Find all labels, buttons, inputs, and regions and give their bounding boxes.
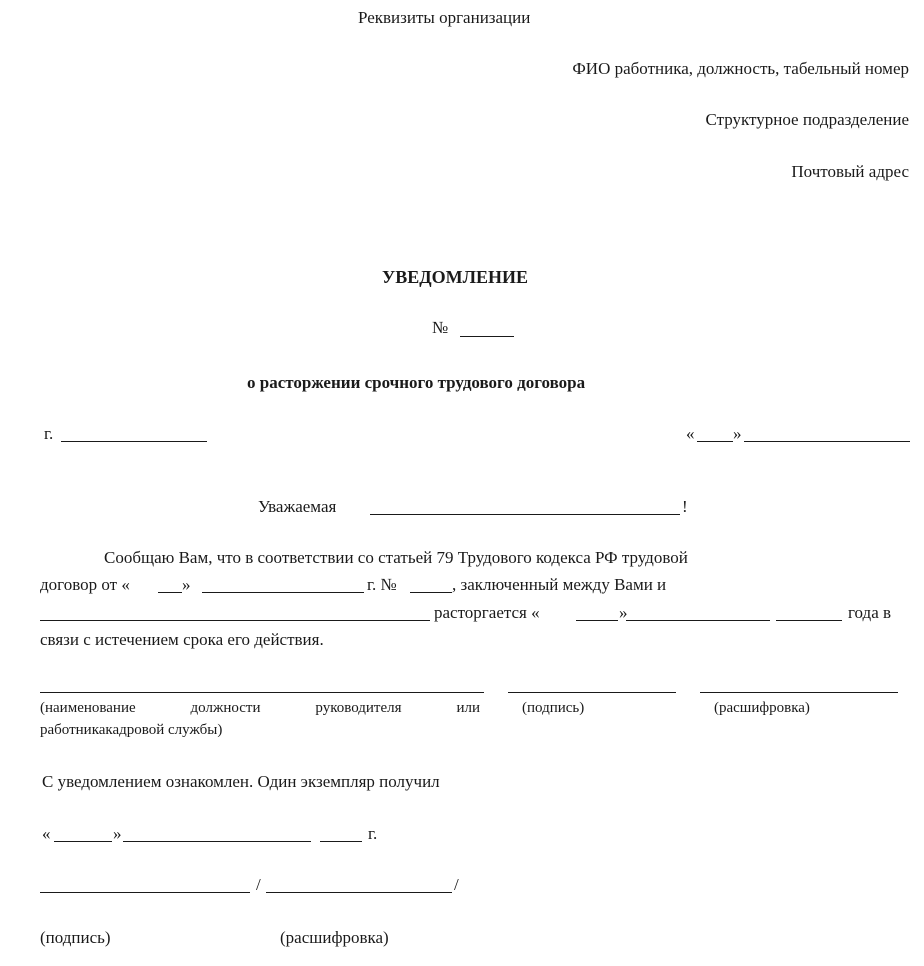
position-caption-word: (наименование [40,700,136,716]
number-label: № [432,318,449,337]
ack-transcript-line [266,892,452,893]
acknowledgement-text: С уведомлением ознакомлен. Один экземпляр получил [42,772,440,791]
contract-date-close: » [182,575,191,594]
contract-day-blank [158,592,182,593]
termination-day-blank [576,620,618,621]
concluded-between-text: , заключенный между Вами и [452,575,667,594]
position-caption-word: руководителя [315,700,402,716]
org-details-label: Реквизиты организации [358,8,531,27]
ack-signature-line [40,892,250,893]
date-open-quote: « [686,424,695,443]
city-blank [61,441,207,442]
employee-details-label: ФИО работника, должность, табельный номер [572,59,909,78]
termination-date-close: » [619,603,628,622]
ack-month-blank [123,841,311,842]
body-line-4: связи с истечением срока его действия. [40,630,324,649]
position-caption-line-1 [40,698,480,718]
transcript-line [700,692,898,693]
employer-name-blank [40,620,430,621]
department-label: Структурное подразделение [705,110,909,129]
transcript-caption: (расшифровка) [714,700,810,716]
number-blank [460,336,514,337]
position-caption-line-2: работникакадровой службы) [40,722,223,738]
position-caption-word: должности [190,700,261,716]
body-line-1: Сообщаю Вам, что в соответствии со статьей 79 Трудового кодекса РФ трудовой [104,548,688,567]
salutation-exclaim: ! [682,497,688,516]
position-caption-word: или [456,700,480,716]
day-blank [697,441,733,442]
signature-caption: (подпись) [522,700,585,716]
signature-line [508,692,676,693]
postal-address-label: Почтовый адрес [791,162,909,181]
city-prefix: г. [44,424,54,443]
year-in-text: года в [848,603,892,622]
document-title: УВЕДОМЛЕНИЕ [382,267,529,287]
document-subtitle: о расторжении срочного трудового договора [247,373,586,392]
ack-year-blank [320,841,362,842]
date-close-quote: » [733,424,742,443]
ack-slash-1: / [256,875,261,894]
termination-year-blank [776,620,842,621]
position-signature-line [40,692,484,693]
ack-day-blank [54,841,112,842]
ack-year-suffix: г. [368,824,378,843]
ack-signature-caption: (подпись) [40,928,111,947]
terminated-text: расторгается « [434,603,540,622]
ack-slash-2: / [454,875,459,894]
contract-number-blank [410,592,452,593]
termination-month-blank [626,620,770,621]
ack-transcript-caption: (расшифровка) [280,928,389,947]
month-year-blank [744,441,910,442]
contract-number-label: г. № [367,575,397,594]
ack-date-close: » [113,824,122,843]
addressee-blank [370,514,680,515]
salutation-word: Уважаемая [258,497,337,516]
ack-date-open: « [42,824,51,843]
contract-from-text: договор от « [40,575,130,594]
contract-month-blank [202,592,364,593]
